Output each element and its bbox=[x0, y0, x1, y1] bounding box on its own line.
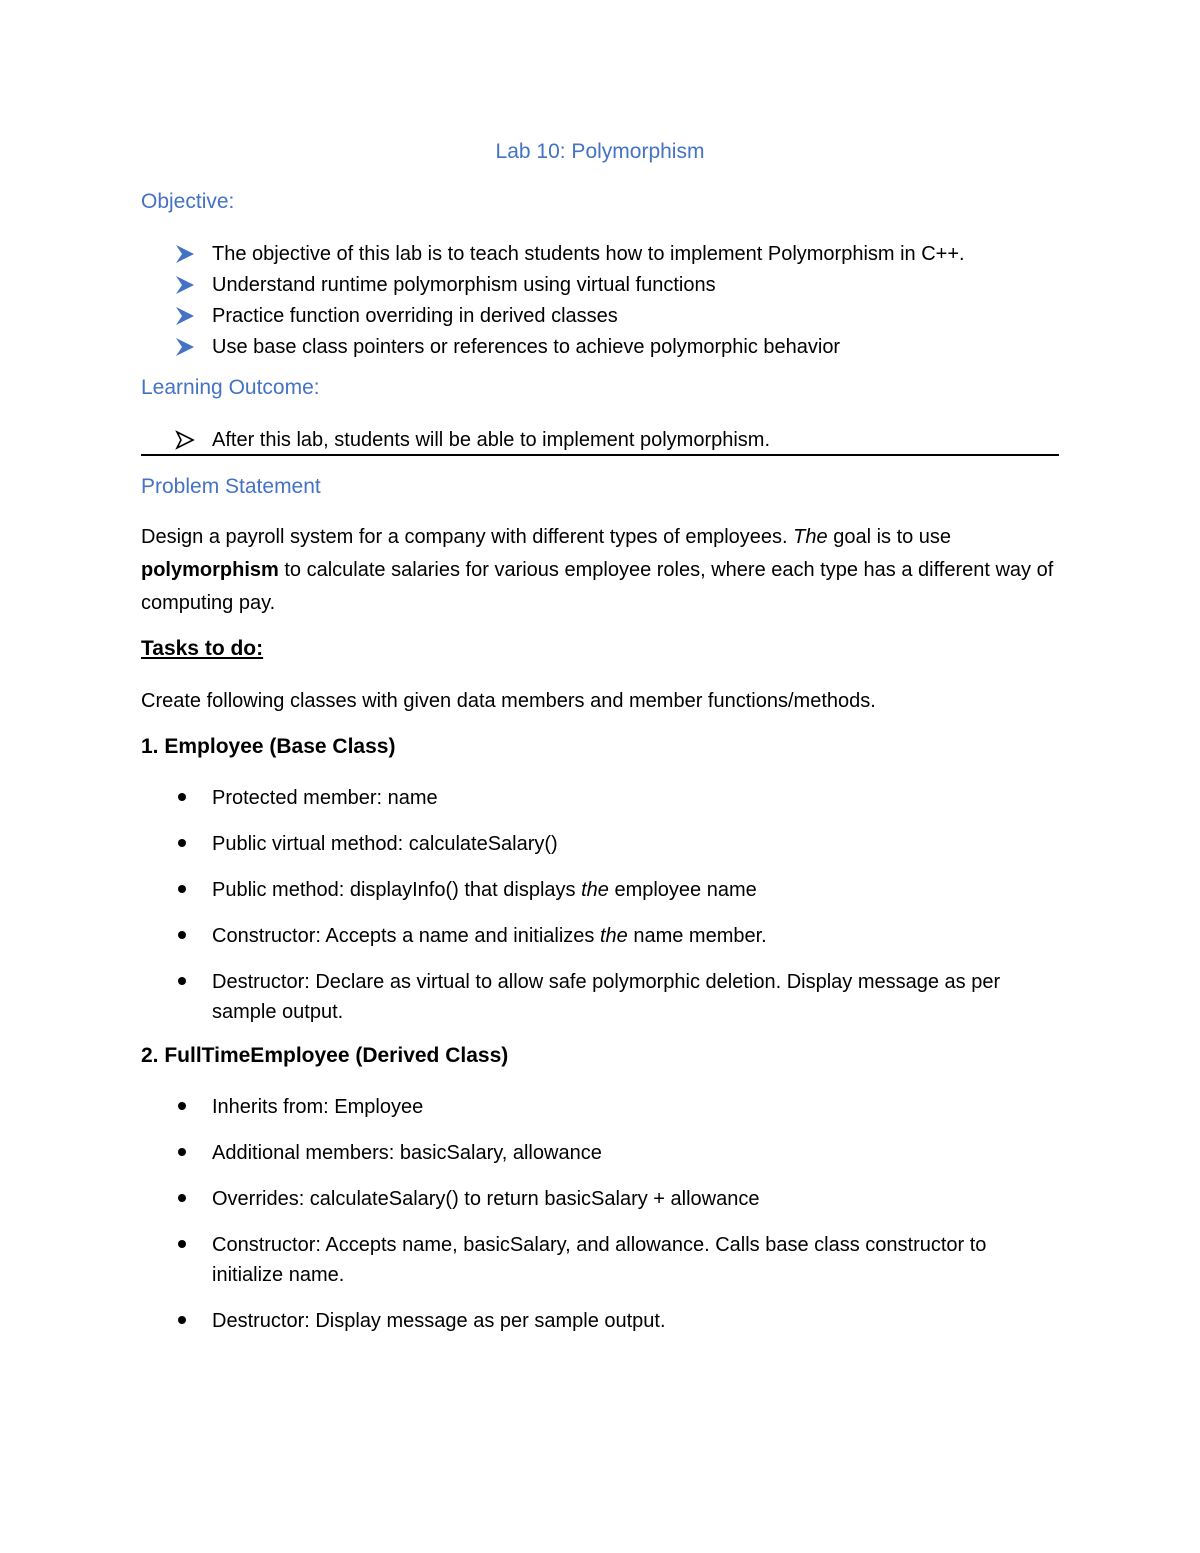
objective-item: Practice function overriding in derived classes bbox=[175, 304, 965, 335]
objective-item: Understand runtime polymorphism using virtual functions bbox=[175, 273, 965, 304]
bullet-dot-icon bbox=[178, 839, 186, 847]
arrow-bullet-icon bbox=[175, 306, 195, 326]
arrow-bullet-icon bbox=[175, 337, 195, 357]
bullet-dot-icon bbox=[178, 1316, 186, 1324]
bullet-dot-icon bbox=[178, 1102, 186, 1110]
bullet-dot-icon bbox=[178, 1194, 186, 1202]
employee-member-list bbox=[175, 783, 1059, 1043]
list-item: Constructor: Accepts name, basicSalary, and allowance. Calls base class constructor to initialize name. bbox=[175, 1230, 1059, 1290]
employee-class-heading: 1. Employee (Base Class) bbox=[141, 735, 396, 758]
objective-list bbox=[175, 242, 965, 366]
objective-item: Use base class pointers or references to achieve polymorphic behavior bbox=[175, 335, 965, 366]
list-item: Overrides: calculateSalary() to return basicSalary + allowance bbox=[175, 1184, 1059, 1214]
objective-heading: Objective: bbox=[141, 190, 235, 213]
list-item: Protected member: name bbox=[175, 783, 1059, 813]
horizontal-divider bbox=[141, 454, 1059, 456]
objective-item: The objective of this lab is to teach students how to implement Polymorphism in C++. bbox=[175, 242, 965, 273]
bullet-dot-icon bbox=[178, 977, 186, 985]
arrow-bullet-icon bbox=[175, 430, 195, 450]
tasks-intro: Create following classes with given data members and member functions/methods. bbox=[141, 690, 876, 712]
list-item: Constructor: Accepts a name and initializes the name member. bbox=[175, 921, 1059, 951]
problem-statement-text: Design a payroll system for a company with different types of employees. The goal is to use polymorphism to calculate salaries for various employee roles, where each type has a different way of computing pay. bbox=[141, 526, 1054, 614]
learning-outcome-heading: Learning Outcome: bbox=[141, 376, 320, 399]
fulltime-class-heading: 2. FullTimeEmployee (Derived Class) bbox=[141, 1044, 509, 1067]
bullet-dot-icon bbox=[178, 793, 186, 801]
bullet-dot-icon bbox=[178, 931, 186, 939]
fulltime-member-list bbox=[175, 1092, 1059, 1352]
bullet-dot-icon bbox=[178, 1148, 186, 1156]
tasks-heading: Tasks to do: bbox=[141, 637, 264, 660]
learning-outcome-item: After this lab, students will be able to implement polymorphism. bbox=[175, 428, 770, 459]
list-item: Destructor: Declare as virtual to allow safe polymorphic deletion. Display message as per sample output. bbox=[175, 967, 1059, 1027]
document-page bbox=[141, 0, 1059, 1553]
arrow-bullet-icon bbox=[175, 244, 195, 264]
bullet-dot-icon bbox=[178, 885, 186, 893]
list-item: Additional members: basicSalary, allowance bbox=[175, 1138, 1059, 1168]
list-item: Inherits from: Employee bbox=[175, 1092, 1059, 1122]
list-item: Public method: displayInfo() that displays the employee name bbox=[175, 875, 1059, 905]
arrow-bullet-icon bbox=[175, 275, 195, 295]
bullet-dot-icon bbox=[178, 1240, 186, 1248]
list-item: Destructor: Display message as per sample output. bbox=[175, 1306, 1059, 1336]
list-item: Public virtual method: calculateSalary() bbox=[175, 829, 1059, 859]
page-title: Lab 10: Polymorphism bbox=[495, 140, 705, 163]
problem-statement-heading: Problem Statement bbox=[141, 475, 321, 498]
